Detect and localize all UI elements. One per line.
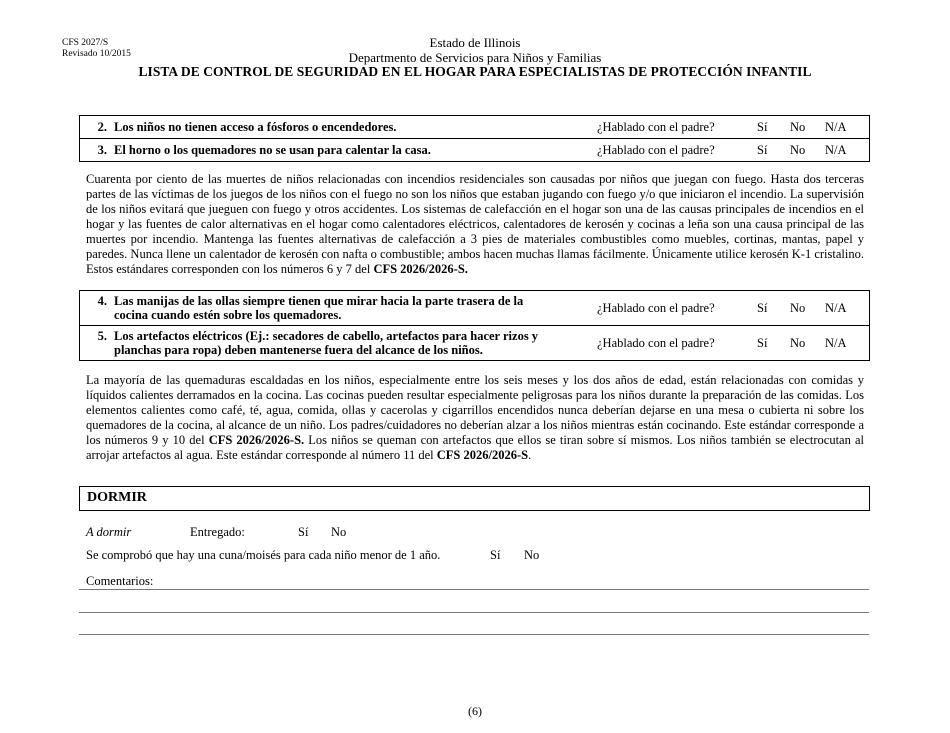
item-number: 2. bbox=[80, 116, 111, 139]
standard-reference: CFS 2026/2026-S bbox=[436, 448, 529, 462]
item-number: 3. bbox=[80, 139, 111, 162]
item-number: 5. bbox=[80, 326, 111, 361]
page-title: LISTA DE CONTROL DE SEGURIDAD EN EL HOGAR PARA ESPECIALISTAS DE PROTECCIÓN INFANTIL bbox=[138, 64, 812, 79]
yes-option[interactable]: Sí bbox=[757, 291, 790, 326]
parent-question: ¿Hablado con el padre? bbox=[597, 326, 757, 361]
form-revision: Revisado 10/2015 bbox=[62, 49, 131, 59]
na-option[interactable]: N/A bbox=[825, 291, 870, 326]
delivered-yes-option[interactable]: Sí bbox=[298, 525, 309, 539]
standard-reference: CFS 2026/2026-S. bbox=[208, 433, 305, 447]
crib-no-option[interactable]: No bbox=[524, 548, 540, 562]
no-option[interactable]: No bbox=[790, 116, 825, 139]
section-title: DORMIR bbox=[87, 490, 147, 505]
checklist-row bbox=[80, 139, 870, 162]
parent-question: ¿Hablado con el padre? bbox=[597, 291, 757, 326]
yes-option[interactable]: Sí bbox=[757, 326, 790, 361]
paragraph-text: La mayoría de las quemaduras escaldadas en los niños, especialmente entre los seis meses y los dos años de edad, están relacionadas con comidas y líquidos calientes derramados en la cocina. Las cocinas pueden resultar especialmente peligrosas para los niños durante la preparación de las comidas. Los elementos calientes como café, té, agua, comida, ollas y cacerolas y cigarrillos encendidos nunca deberían dejarse en una mesa o cubierta ni sobre los quemadores de la cocina, al alcance de un niño. Los padres/cuidadores no deberían alzar a los niños mientras están cocinando. Este estándar corresponde a los números 9 y 10 del bbox=[86, 373, 864, 447]
na-option[interactable]: N/A bbox=[825, 116, 870, 139]
item-number: 4. bbox=[80, 291, 111, 326]
comments-label: Comentarios: bbox=[86, 574, 154, 588]
checklist-row bbox=[80, 326, 870, 361]
crib-check-label: Se comprobó que hay una cuna/moisés para cada niño menor de 1 año. bbox=[86, 548, 441, 562]
page-number: (6) bbox=[468, 704, 482, 718]
item-text: Las manijas de las ollas siempre tienen que mirar hacia la parte trasera de la cocina cuando estén sobre los quemadores. bbox=[110, 291, 597, 326]
yes-option[interactable]: Sí bbox=[757, 139, 790, 162]
comment-line[interactable] bbox=[79, 612, 869, 613]
sleep-label: A dormir bbox=[86, 525, 132, 539]
no-option[interactable]: No bbox=[790, 326, 825, 361]
form-number: CFS 2027/S bbox=[62, 38, 109, 48]
no-option[interactable]: No bbox=[790, 291, 825, 326]
delivered-no-option[interactable]: No bbox=[331, 525, 347, 539]
comment-line[interactable] bbox=[79, 589, 869, 590]
na-option[interactable]: N/A bbox=[825, 139, 870, 162]
item-text: Los niños no tienen acceso a fósforos o encendedores. bbox=[110, 116, 597, 139]
checklist-table-1 bbox=[79, 115, 870, 162]
standard-reference: CFS 2026/2026-S. bbox=[373, 262, 468, 276]
yes-option[interactable]: Sí bbox=[757, 116, 790, 139]
sleep-section-header bbox=[79, 486, 870, 511]
state-name: Estado de Illinois bbox=[429, 35, 521, 50]
delivered-label: Entregado: bbox=[190, 525, 245, 539]
paragraph-text: Cuarenta por ciento de las muertes de niños relacionadas con incendios residenciales son causadas por niños que juegan con fuego. Hasta dos terceras partes de las víctimas de los juegos de los niños con el fuego no son los niños que estaban jugando con fuego y/o que iniciaron el incendio. La supervisión de los niños evitará que jueguen con fuego y otros accidentes. Los sistemas de calefacción en el hogar son una de las causas principales de incendios en el hogar y las fuentes de calor alternativas en el hogar como calentadores eléctricos, calentadores de kerosén y cocinas a leña son una causa principal de las muertes por incendio. Mantenga las fuentes alternativas de calefacción a 3 pies de materiales combustibles como muebles, cortinas, mantas, papel y paredes. Nunca llene un calentador de kerosén con nafta o combustible; ambos hacen muchas llamas fácilmente. Únicamente utilice kerosén K-1 cristalino. Estos estándares corresponden con los números 6 y 7 del bbox=[86, 172, 864, 276]
item-text: Los artefactos eléctricos (Ej.: secadores de cabello, artefactos para hacer rizos y planchas para ropa) deben mantenerse fuera del alcance de los niños. bbox=[110, 326, 597, 361]
fire-safety-paragraph bbox=[86, 172, 864, 277]
paragraph-end: . bbox=[528, 448, 532, 462]
paragraph-text: Los niños se queman con artefactos que ellos se tiran sobre sí mismos. Los niños también se electrocutan al arrojar artefactos al agua. Este estándar corresponde al número 11 del bbox=[86, 433, 865, 462]
comment-line[interactable] bbox=[79, 634, 869, 635]
na-option[interactable]: N/A bbox=[825, 326, 870, 361]
burn-safety-paragraph bbox=[86, 373, 864, 463]
department-name: Departmento de Servicios para Niños y Familias bbox=[348, 50, 602, 65]
parent-question: ¿Hablado con el padre? bbox=[597, 116, 757, 139]
checklist-row bbox=[80, 291, 870, 326]
crib-yes-option[interactable]: Sí bbox=[490, 548, 501, 562]
checklist-row bbox=[80, 116, 870, 139]
parent-question: ¿Hablado con el padre? bbox=[597, 139, 757, 162]
item-text: El horno o los quemadores no se usan para calentar la casa. bbox=[110, 139, 597, 162]
checklist-table-2 bbox=[79, 290, 870, 361]
no-option[interactable]: No bbox=[790, 139, 825, 162]
